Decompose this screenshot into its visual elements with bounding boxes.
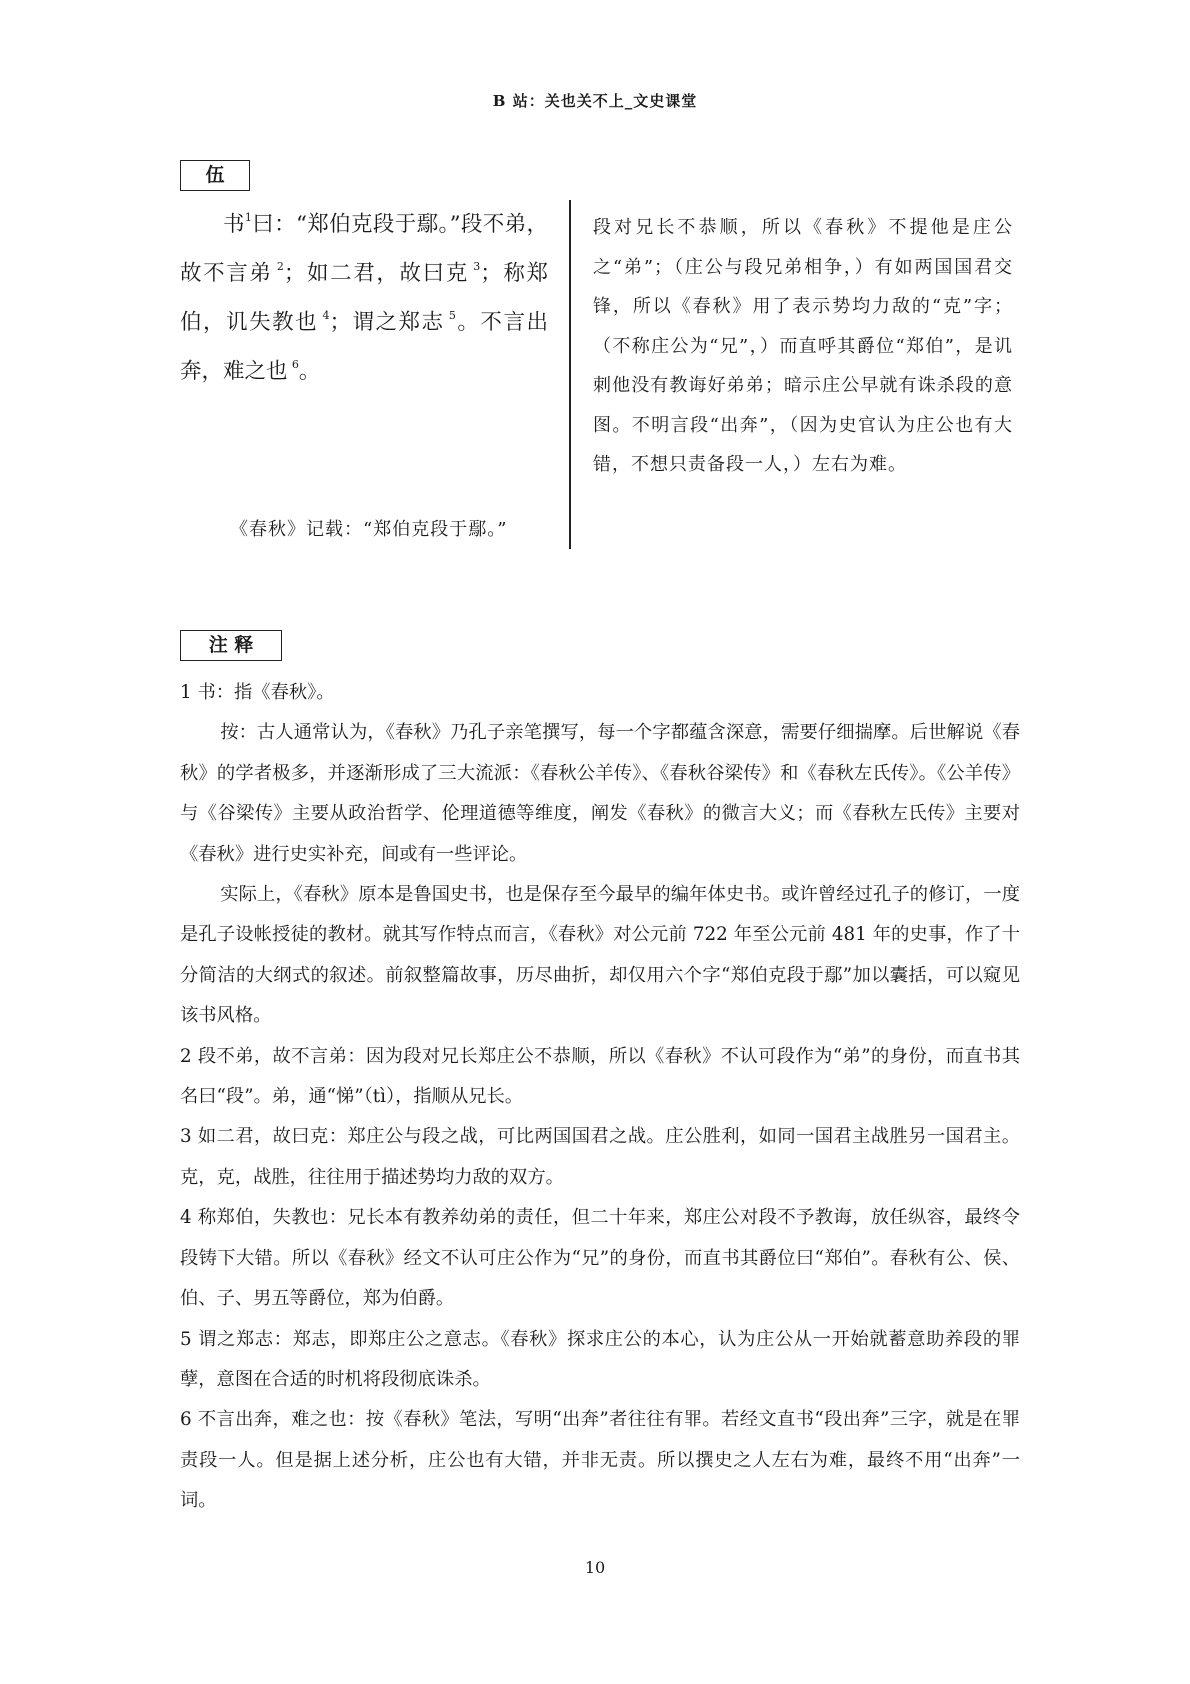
note-4: 4 称郑伯，失教也：兄长本有教养幼弟的责任，但二十年来，郑庄公对段不予教诲，放任纵容，最终令段铸下大错。所以《春秋》经文不认可庄公作为“兄”的身份，而直书其爵位曰“郑伯”。春秋有公、侯、伯、子、男五等爵位，郑为伯爵。 — [180, 1207, 1020, 1310]
translation-paragraph: 段对兄长不恭顺，所以《春秋》不提他是庄公之“弟”；（庄公与段兄弟相争，）有如两国国君交锋，所以《春秋》用了表示势均力敌的“克”字；（不称庄公为“兄”，）而直呼其爵位“郑伯”，是讥刺他没有教诲好弟弟；暗示庄公早就有诛杀段的意图。不明言段“出奔”，（因为史官认为庄公也有大错，不想只责备段一人，）左右为难。 — [593, 217, 1013, 475]
footnote-ref-4: 4 — [322, 309, 330, 322]
column-divider — [569, 200, 571, 549]
note-3: 3 如二君，故曰克：郑庄公与段之战，可比两国国君之战。庄公胜利，如同一国君主战胜另一国君主。克，克，战胜，往往用于描述势均力敌的双方。 — [180, 1126, 1020, 1188]
original-seg-0-after: 曰：“郑伯克段于鄢。”段不弟，故不言弟 — [180, 212, 548, 286]
section-label-box — [180, 160, 250, 191]
original-paragraph — [180, 200, 548, 396]
original-seg-4-after: 。不言出奔，难之也 — [180, 310, 548, 384]
note-2: 2 段不弟，故不言弟：因为段对兄长郑庄公不恭顺，所以《春秋》不认可段作为“弟”的身份，而直书其名曰“段”。弟，通“悌”（tì），指顺从兄长。 — [180, 1045, 1020, 1108]
notes-label-box — [180, 630, 282, 661]
note-6: 6 不言出奔，难之也：按《春秋》笔法，写明“出奔”者往往有罪。若经文直书“段出奔”三字，就是在罪责段一人。但是据上述分析，庄公也有大错，并非无责。所以撰史之人左右为难，最终不用“出奔”一词。 — [180, 1409, 1020, 1512]
original-seg-0-text: 书 — [223, 212, 245, 237]
footnote-ref-3: 3 — [473, 260, 481, 273]
notes-body — [180, 673, 1020, 1522]
original-text — [180, 200, 548, 396]
note-5: 5 谓之郑志：郑志，即郑庄公之意志。《春秋》探求庄公的本心，认为庄公从一开始就蓄意助养段的罪孽，意图在合适的时机将段彻底诛杀。 — [180, 1328, 1020, 1390]
original-seg-1-after: ；如二君，故曰克 — [283, 261, 469, 286]
note-1: 1 书：指《春秋》。 — [180, 682, 335, 703]
footnote-ref-1: 1 — [244, 211, 252, 224]
note-1-paragraph-a: 按：古人通常认为，《春秋》乃孔子亲笔撰写，每一个字都蕴含深意，需要仔细揣摩。后世解说《春秋》的学者极多，并逐渐形成了三大流派：《春秋公羊传》、《春秋谷梁传》和《春秋左氏传》。《公羊传》与《谷梁传》主要从政治哲学、伦理道德等维度，阐发《春秋》的微言大义；而《春秋左氏传》主要对《春秋》进行史实补充，间或有一些评论。 — [180, 722, 1020, 865]
footnote-ref-2: 2 — [276, 260, 284, 273]
translation-caption: 《春秋》记载：“郑伯克段于鄢。” — [230, 519, 508, 540]
notes-label: 注 释 — [208, 634, 254, 656]
section-label: 伍 — [205, 164, 225, 186]
note-1-paragraph-b: 实际上，《春秋》原本是鲁国史书，也是保存至今最早的编年体史书。或许曾经过孔子的修订，一度是孔子设帐授徒的教材。就其写作特点而言，《春秋》对公元前 722 年至公元前 481 年的史事，作了十分简洁的大纲式的叙述。前叙整篇故事，历尽曲折，却仅用六个字“郑伯克段于鄢”加以囊括，可以窥见该书风格。 — [180, 884, 1020, 1027]
page-header: B 站：关也关不上_文史课堂 — [492, 92, 698, 110]
original-seg-3-after: ；谓之郑志 — [329, 310, 445, 335]
footnote-ref-6: 6 — [291, 358, 299, 371]
translation-text — [593, 208, 1013, 485]
original-seg-2-after: ；称郑伯，讥失教也 — [180, 261, 548, 335]
footnote-ref-5: 5 — [448, 309, 456, 322]
original-seg-5-after: 。 — [298, 359, 321, 384]
page-number: 10 — [584, 1558, 606, 1577]
